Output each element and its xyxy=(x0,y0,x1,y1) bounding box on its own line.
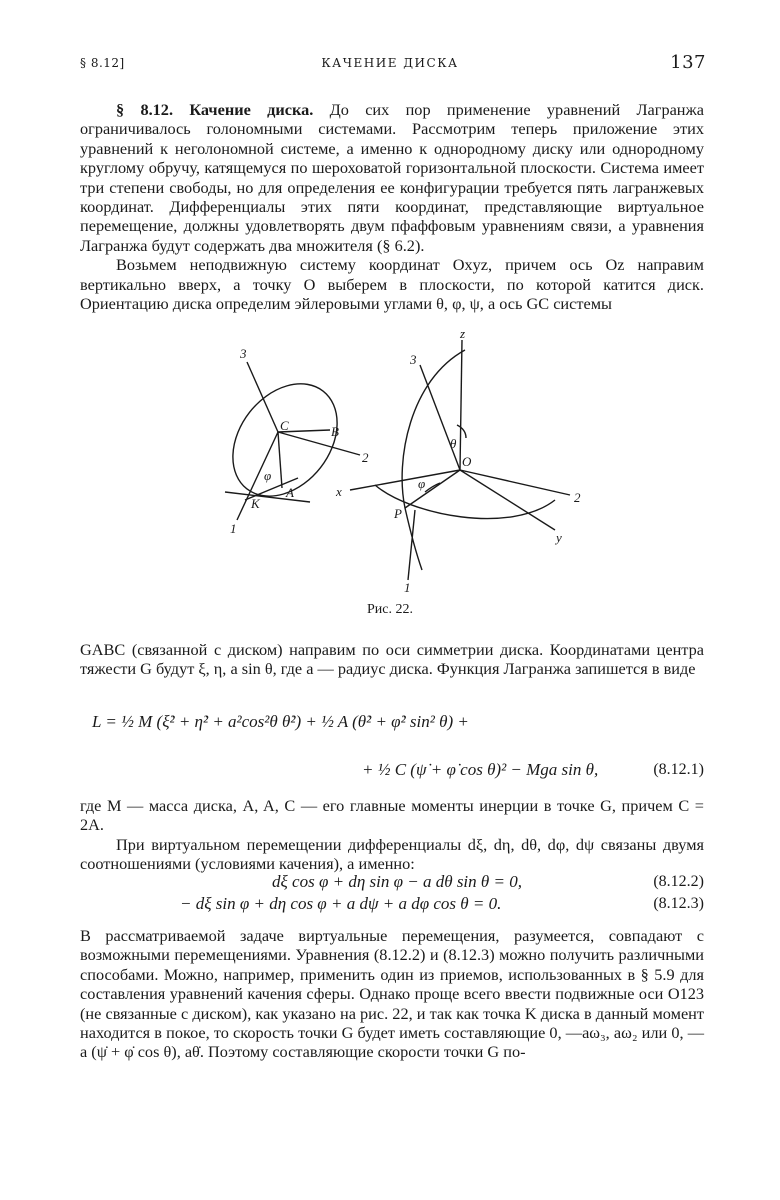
right-label-3: 3 xyxy=(410,352,417,367)
equation-8-12-1-line2: + ½ C (ψ̇ + φ̇ cos θ)² − Mga sin θ, xyxy=(362,760,599,779)
paragraph-3: GABC (связанной с диском) направим по оси симметрии диска. Координатами центра тяжести G будут ξ, η, a sin θ, где a — радиус диска. Функция Лагранжа запишется в виде xyxy=(80,640,704,679)
equation-8-12-3: − dξ sin φ + dη cos φ + a dψ + a dφ cos θ = 0. xyxy=(180,894,502,913)
equation-8-12-2: dξ cos φ + dη sin φ − a dθ sin θ = 0, xyxy=(272,872,522,891)
right-label-2: 2 xyxy=(574,490,581,505)
header-running-title: КАЧЕНИЕ ДИСКА xyxy=(321,56,459,70)
figure-right-disk xyxy=(350,340,570,580)
page-number: 137 xyxy=(670,52,706,73)
paragraph-2: Возьмем неподвижную систему координат Oxyz, причем ось Oz направим вертикально вверх, а точку O выберем в плоскости, по которой катится диск. Ориентацию диска определим эйлеровыми углами θ, φ, ψ, а ось GC системы xyxy=(80,255,704,314)
intro-block xyxy=(80,100,704,313)
paragraph-6: В рассматриваемой задаче виртуальные перемещения, разумеется, совпадают с возможными перемещениями. Уравнения (8.12.2) и (8.12.3) можно получить различными способами. Можно, например, применить один из приемов, использованных в § 5.9 для составления уравнений качения сферы. Однако проще всего ввести подвижные оси O123 (не связанные с диском), как указано на рис. 22, и так как точка K диска в данный момент находится в покое, то скорость точки G будет иметь составляющие 0, —aω₃, aω₂ или 0, —a (ψ̇ + φ̇ cos θ), aθ̇. Поэтому составляющие скорости точки G по- xyxy=(80,926,704,1062)
right-label-z: z xyxy=(460,330,466,341)
after-figure-block xyxy=(80,640,704,679)
equation-8-12-3-number: (8.12.3) xyxy=(653,895,704,912)
left-label-k: K xyxy=(251,496,260,511)
right-axis-2 xyxy=(460,470,570,495)
equation-8-12-2-number: (8.12.2) xyxy=(653,873,704,890)
left-axis-3 xyxy=(247,362,278,432)
right-phi-arc xyxy=(425,483,440,492)
right-axis-x xyxy=(350,470,460,490)
left-label-3: 3 xyxy=(240,346,247,361)
left-label-2: 2 xyxy=(362,450,369,465)
left-label-a: A xyxy=(286,485,294,500)
paragraph-5: При виртуальном перемещении дифференциалы dξ, dη, dθ, dφ, dψ связаны двумя соотношениями (условиями качения), а именно: xyxy=(80,834,704,874)
left-label-1: 1 xyxy=(230,521,237,536)
section-title: § 8.12. Качение диска. xyxy=(116,100,314,119)
right-label-phi: φ xyxy=(418,476,426,491)
right-label-theta: θ xyxy=(450,436,457,451)
left-radius-ca xyxy=(278,432,282,488)
left-label-c: C xyxy=(280,418,289,433)
right-theta-arc xyxy=(457,425,466,438)
equation-8-12-1-number: (8.12.1) xyxy=(653,761,704,778)
right-axis-3 xyxy=(420,365,460,470)
right-label-y: y xyxy=(556,530,562,545)
equation-8-12-1-line1: L = ½ M (ξ̇² + η̇² + a²cos²θ θ̇²) + ½ A (θ̇² + φ̇² sin² θ) + xyxy=(92,712,469,731)
figure-22 xyxy=(210,330,610,600)
right-label-p: P xyxy=(394,506,402,521)
left-label-b: B xyxy=(331,424,339,439)
right-label-o: O xyxy=(462,454,472,469)
closing-block xyxy=(80,926,704,1062)
right-axis-z xyxy=(460,340,462,470)
paragraph-1-text: До сих пор применение уравнений Лагранжа ограничивалось голономными системами. Рассмотрим теперь приложение этих уравнений к неголономной системе, а именно к однородному диску или однородному круглому обручу, катящемуся по шероховатой горизонтальной плоскости. Система имеет три степени свободы, но для определения ее конфигурации требуется пять лагранжевых координат. Дифференциалы этих пяти координат, представляющие виртуальное перемещение, должны удовлетворять двум пфаффовым уравнениям связи, а уравнения Лагранжа будут содержать два множителя (§ 6.2). xyxy=(80,100,705,255)
constants-block xyxy=(80,796,704,874)
left-ground-line xyxy=(225,492,310,502)
figure-caption: Рис. 22. xyxy=(367,602,413,617)
header-section-ref: § 8.12] xyxy=(80,56,125,70)
left-axis-2 xyxy=(278,432,360,455)
paragraph-1 xyxy=(80,100,704,255)
right-axis-y xyxy=(460,470,555,530)
left-label-phi: φ xyxy=(264,468,272,483)
right-label-x: x xyxy=(336,484,342,499)
paragraph-4: где M — масса диска, A, A, C — его главные моменты инерции в точке G, причем C = 2A. xyxy=(80,796,704,835)
right-label-1: 1 xyxy=(404,580,411,595)
